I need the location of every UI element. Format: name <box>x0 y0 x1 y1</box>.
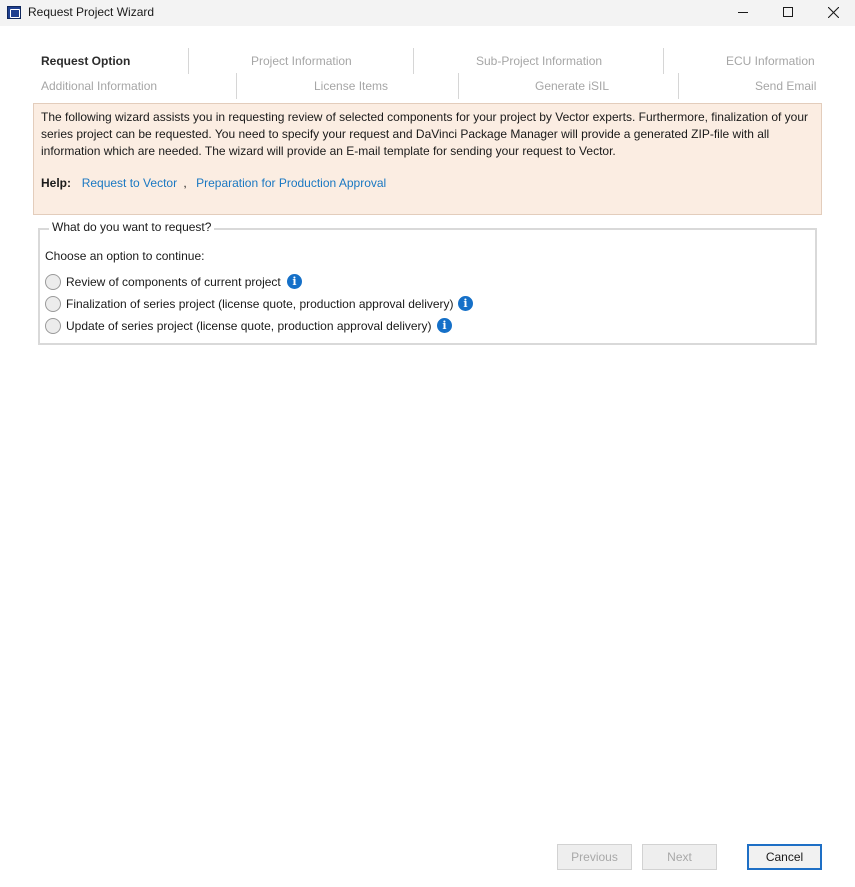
step-send-email: Send Email <box>755 79 817 93</box>
help-row <box>41 176 386 190</box>
option-label: Finalization of series project (license quote, production approval delivery) <box>66 297 454 311</box>
radio-finalization-series[interactable] <box>45 296 61 312</box>
info-icon[interactable]: i <box>287 274 302 289</box>
option-label: Update of series project (license quote, production approval delivery) <box>66 319 432 333</box>
info-panel <box>33 103 822 215</box>
app-icon <box>7 6 21 19</box>
maximize-button[interactable] <box>765 0 811 26</box>
wizard-steps-row-1 <box>0 51 855 71</box>
request-group-legend: What do you want to request? <box>49 220 214 234</box>
info-icon[interactable]: i <box>458 296 473 311</box>
step-sub-project-information: Sub-Project Information <box>476 54 603 68</box>
close-button[interactable] <box>810 0 855 26</box>
next-button[interactable]: Next <box>642 844 717 870</box>
step-request-option: Request Option <box>41 54 131 68</box>
radio-update-series[interactable] <box>45 318 61 334</box>
step-license-items: License Items <box>314 79 389 93</box>
step-ecu-information: ECU Information <box>726 54 815 68</box>
step-divider <box>188 48 189 74</box>
window-title: Request Project Wizard <box>28 5 155 19</box>
minimize-button[interactable] <box>720 0 766 26</box>
wizard-steps-row-2 <box>0 76 855 96</box>
step-divider <box>413 48 414 74</box>
maximize-icon <box>783 7 793 17</box>
step-divider <box>663 48 664 74</box>
help-link-separator: , <box>183 176 187 190</box>
info-icon[interactable]: i <box>437 318 452 333</box>
radio-review-components[interactable] <box>45 274 61 290</box>
title-bar <box>0 0 855 26</box>
step-generate-isil: Generate iSIL <box>535 79 610 93</box>
step-project-information: Project Information <box>251 54 352 68</box>
close-icon <box>828 7 839 18</box>
preparation-production-approval-link[interactable]: Preparation for Production Approval <box>196 176 387 190</box>
request-to-vector-link[interactable]: Request to Vector <box>81 176 178 190</box>
step-divider <box>678 73 679 99</box>
step-additional-information: Additional Information <box>41 79 158 93</box>
choose-option-label: Choose an option to continue: <box>45 249 205 263</box>
option-label: Review of components of current project <box>66 275 281 289</box>
minimize-icon <box>738 12 748 13</box>
step-divider <box>236 73 237 99</box>
info-description: The following wizard assists you in requesting review of selected components for your project by Vector experts. Furthermore, finalization of your series project can be requested. You need to specify your request and DaVinci Package Manager will provide a generated ZIP-file with all information which are needed. The wizard will provide an E-mail template for sending your request to Vector. <box>41 110 809 158</box>
previous-button[interactable]: Previous <box>557 844 632 870</box>
help-label: Help: <box>41 176 71 190</box>
cancel-button[interactable]: Cancel <box>747 844 822 870</box>
step-divider <box>458 73 459 99</box>
